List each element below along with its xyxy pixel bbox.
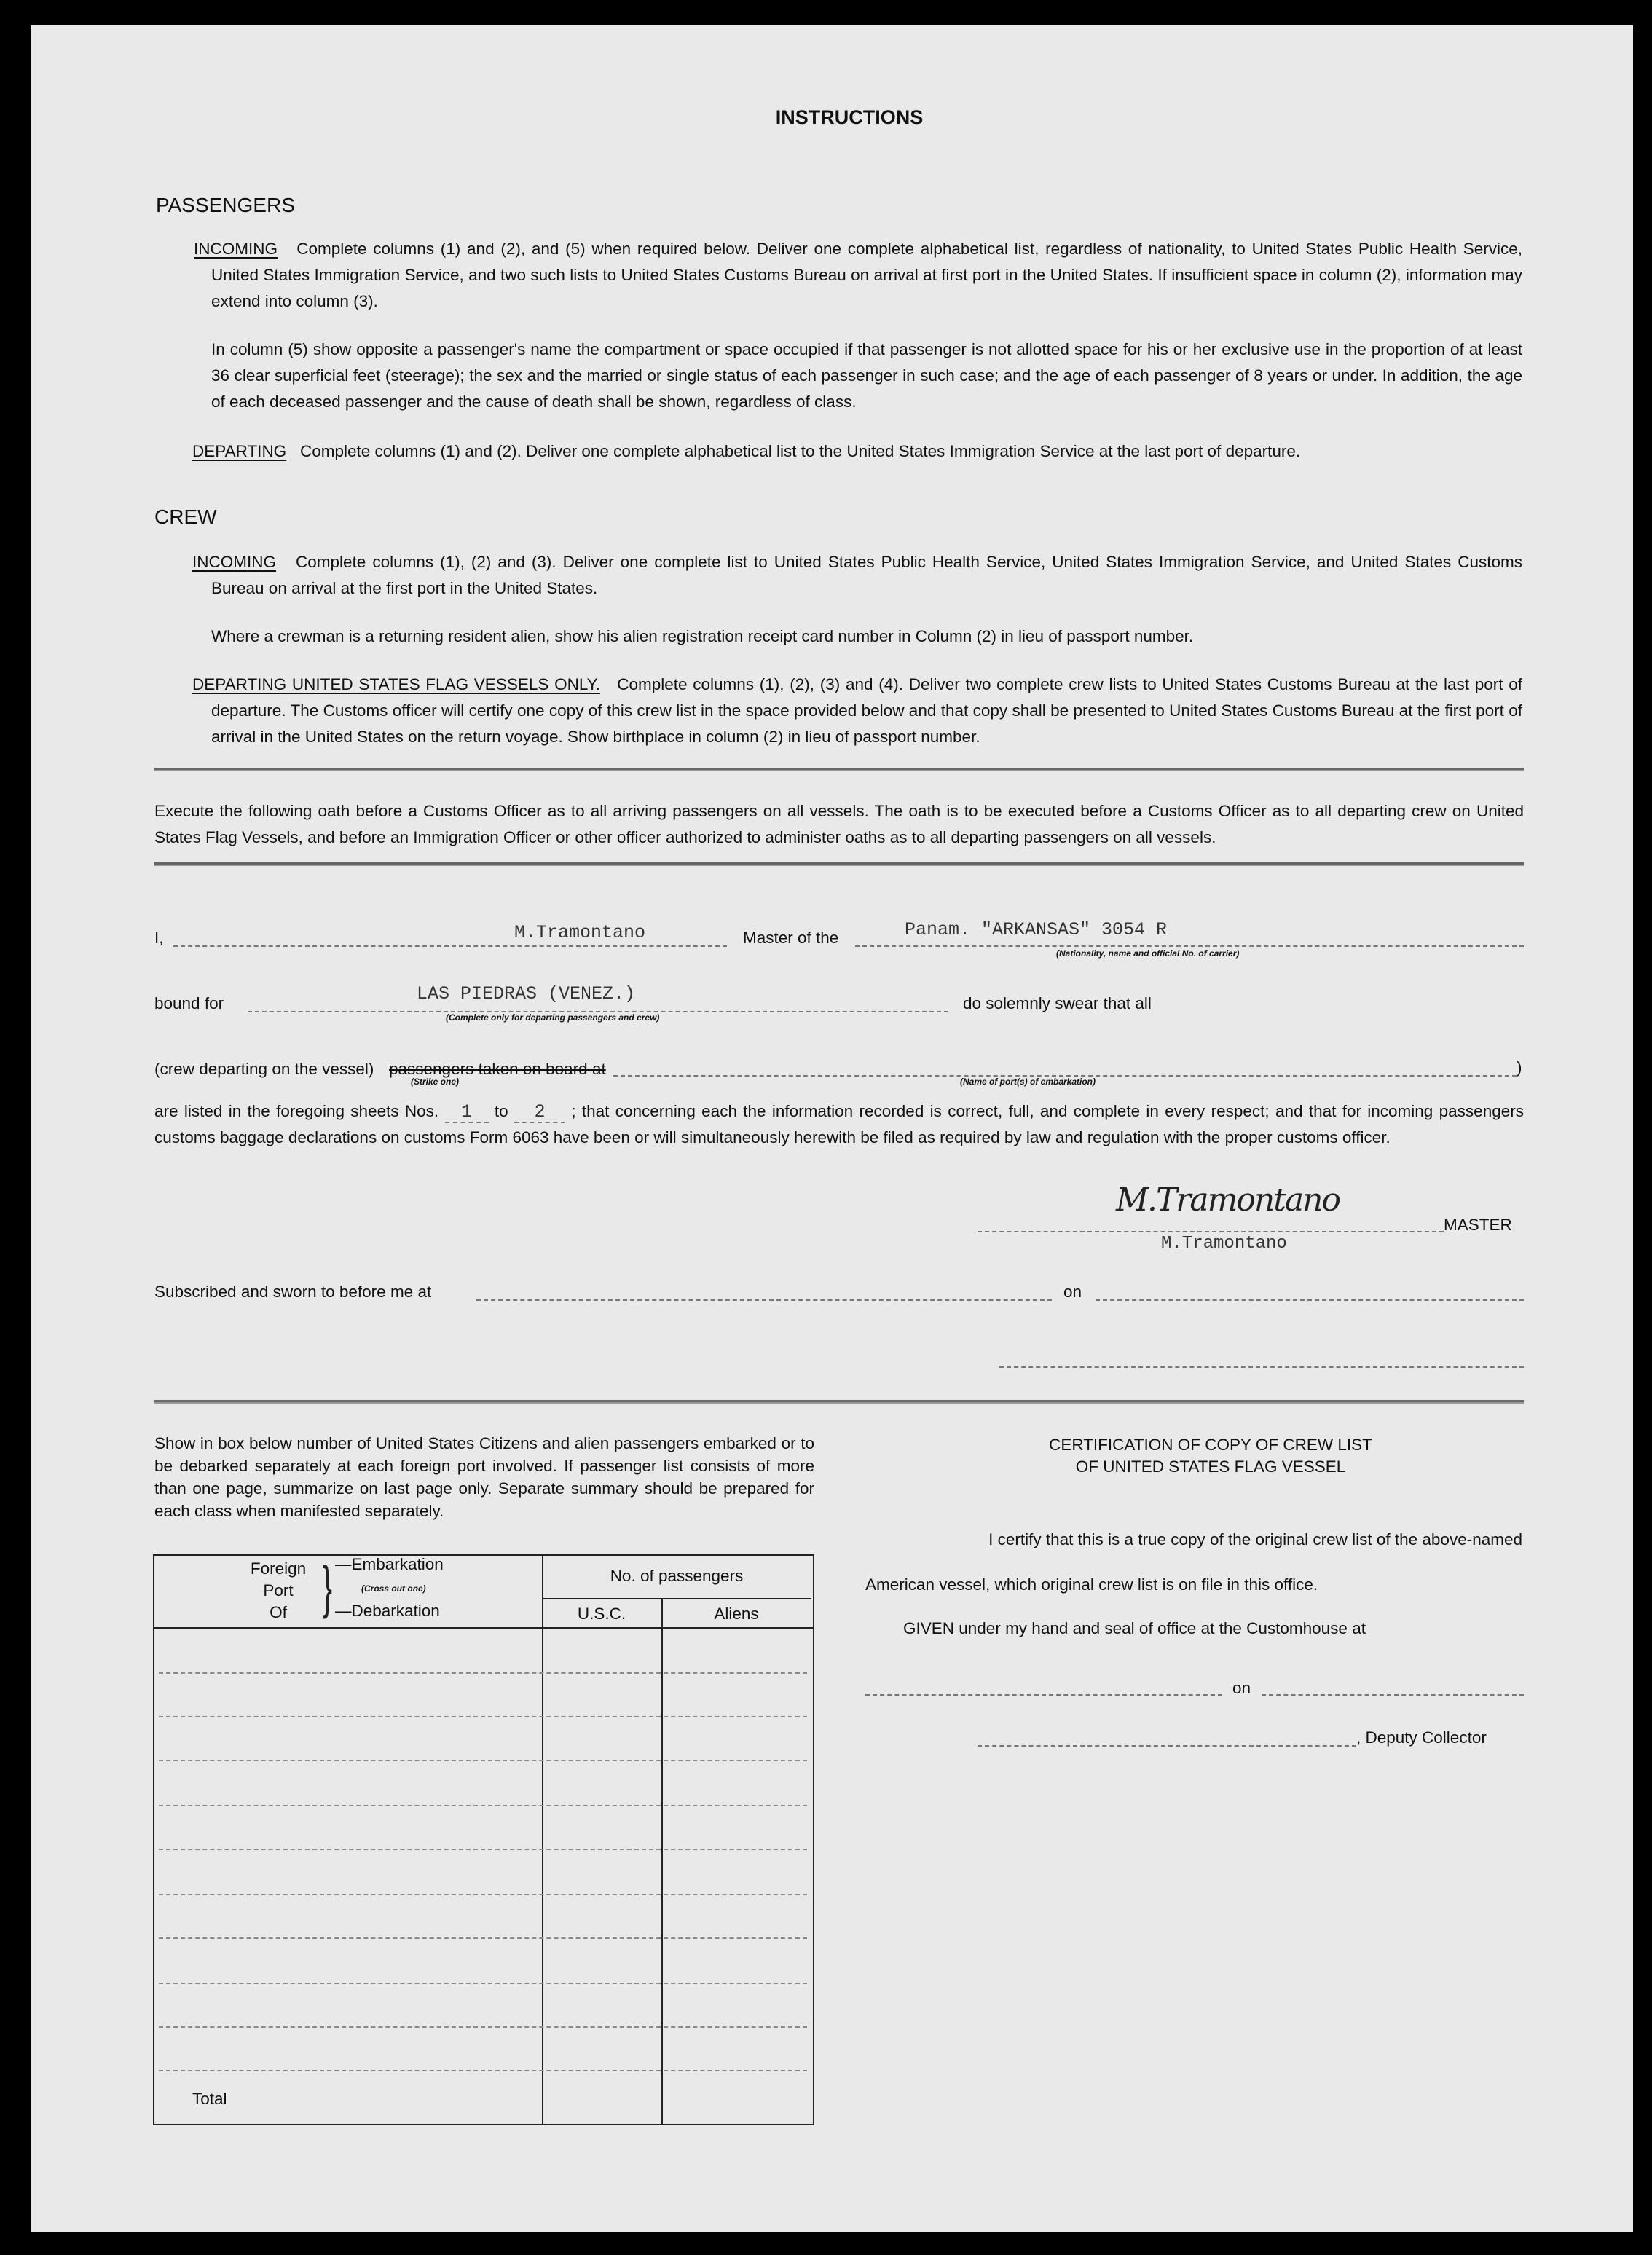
total-label: Total	[192, 2090, 227, 2108]
debarkation-label: —Debarkation	[335, 1602, 440, 1620]
no-of-passengers-header: No. of passengers	[610, 1567, 744, 1585]
deputy-collector-label: , Deputy Collector	[1356, 1728, 1487, 1747]
table-row[interactable]	[159, 1805, 807, 1806]
crew-alien-text: Where a crewman is a returning resident alien, show his alien registration receipt card number in Column (2) in lieu of passport number.	[211, 627, 1194, 645]
master-of-label: Master of the	[743, 929, 839, 947]
deputy-collector-line[interactable]	[978, 1745, 1356, 1747]
certification-line2: American vessel, which original crew list is on file in this office.	[865, 1575, 1318, 1594]
vessel-field[interactable]: Panam. "ARKANSAS" 3054 R	[905, 919, 1168, 940]
passengers-departing-label: DEPARTING	[192, 442, 287, 460]
certification-title-line2: OF UNITED STATES FLAG VESSEL	[1075, 1457, 1346, 1476]
master-label: MASTER	[1444, 1216, 1512, 1234]
strike-caption: (Strike one)	[411, 1077, 460, 1087]
table-row[interactable]	[159, 1894, 807, 1895]
crew-departing-paragraph	[192, 672, 1522, 750]
document-page	[31, 25, 1633, 2232]
passengers-heading: PASSENGERS	[156, 194, 295, 216]
passengers-departing-text: Complete columns (1) and (2). Deliver one complete alphabetical list to the United States Immigration Service at the last port of departure.	[299, 442, 1301, 460]
subscribed-date-line[interactable]	[1096, 1299, 1524, 1301]
listed-suffix: ; that concerning each the information recorded is correct, full, and complete in every respect; and that for incoming passengers customs baggage declarations on customs Form 6063 have been or will simultaneously herewith be filed as required by law and regulation with the proper customs officer.	[154, 1102, 1524, 1146]
table-row[interactable]	[159, 1849, 807, 1850]
table-row[interactable]	[159, 1760, 807, 1761]
officer-signature-line[interactable]	[999, 1366, 1524, 1368]
table-row[interactable]	[159, 1937, 807, 1939]
subscribed-label: Subscribed and sworn to before me at	[154, 1283, 432, 1301]
crew-incoming-text: Complete columns (1), (2) and (3). Deliver one complete list to United States Public Health Service, United States Immigration Service, and United States Customs Bureau on arrival at the first port in the United States.	[211, 553, 1522, 597]
port-caption: (Name of port(s) of embarkation)	[960, 1077, 1096, 1087]
vessel-line	[855, 945, 1524, 947]
bound-for-label: bound for	[154, 994, 224, 1012]
sheet-from[interactable]: 1	[445, 1103, 489, 1123]
certification-on-label: on	[1232, 1679, 1251, 1697]
subscribed-place-line[interactable]	[476, 1299, 1052, 1301]
destination-caption: (Complete only for departing passengers and crew)	[446, 1012, 660, 1023]
table-row[interactable]	[159, 2070, 807, 2071]
table-header-bottom	[153, 1627, 813, 1629]
aliens-header: Aliens	[714, 1605, 759, 1623]
table-row[interactable]	[159, 1716, 807, 1717]
table-column-divider	[661, 1598, 663, 2125]
table-row[interactable]	[159, 1983, 807, 1984]
crew-departing-label: (crew departing on the vessel)	[154, 1060, 374, 1078]
crew-departing-label: DEPARTING UNITED STATES FLAG VESSELS ONLY.	[192, 675, 601, 693]
usc-header: U.S.C.	[577, 1605, 626, 1623]
section-divider	[154, 1400, 1524, 1404]
destination-field[interactable]: LAS PIEDRAS (VENEZ.)	[417, 983, 636, 1004]
listed-prefix: are listed in the foregoing sheets Nos.	[154, 1102, 439, 1120]
to-label: to	[494, 1102, 508, 1120]
certification-date-line[interactable]	[1262, 1694, 1524, 1696]
sheet-to[interactable]: 2	[514, 1103, 565, 1123]
signature-line	[978, 1231, 1444, 1232]
table-row[interactable]	[159, 2026, 807, 2028]
table-column-divider	[542, 1554, 543, 2125]
table-row[interactable]	[159, 1672, 807, 1674]
page-title: INSTRUCTIONS	[775, 106, 924, 128]
master-name-field[interactable]: M.Tramontano	[514, 922, 646, 943]
passengers-incoming-label: INCOMING	[194, 240, 278, 258]
crew-incoming-label: INCOMING	[192, 553, 276, 571]
passengers-incoming-paragraph	[194, 236, 1522, 315]
section-divider	[154, 768, 1524, 771]
embarkation-label: —Embarkation	[335, 1555, 444, 1573]
passengers-departing-paragraph	[192, 438, 1525, 465]
passengers-incoming-text: Complete columns (1) and (2), and (5) when required below. Deliver one complete alphabetical list, regardless of nationality, to United States Public Health Service, United States Immigration Service, and two such lists to United States Customs Bureau on arrival at first port in the United States. If insufficient space in column (2), information may extend into column (3).	[211, 240, 1522, 310]
close-paren: )	[1517, 1058, 1522, 1077]
crew-departing-text: Complete columns (1), (2), (3) and (4). Deliver two complete crew lists to United States Customs Bureau at the last port of departure. The Customs officer will certify one copy of this crew list in the space provided below and that copy shall be presented to United States Customs Bureau at the first port of arrival in the United States on the return voyage. Show birthplace in column (2) in lieu of passport number.	[211, 675, 1522, 746]
signature: M.Tramontano	[1116, 1181, 1340, 1219]
passengers-column5-text: In column (5) show opposite a passenger's name the compartment or space occupied if that passenger is not allotted space for his or her exclusive use in the proportion of at least 36 clear superficial feet (steerage); the sex and the married or single status of each passenger in such case; and the age of each passenger of 8 years or under. In addition, the age of each deceased passenger and the cause of death shall be shown, regardless of class.	[211, 340, 1522, 411]
summary-instructions: Show in box below number of United States Citizens and alien passengers embarked or to be debarked separately at each foreign port involved. If passenger list consists of more than one page, summarize on last page only. Separate summary should be prepared for each class when manifested separately.	[154, 1434, 814, 1520]
col-foreign: Foreign	[250, 1559, 307, 1578]
oath-i-label: I,	[154, 929, 164, 947]
vessel-caption: (Nationality, name and official No. of carrier)	[1056, 948, 1240, 959]
oath-intro: Execute the following oath before a Customs Officer as to all arriving passengers on all vessels. The oath is to be executed before a Customs Officer as to all departing crew on United States Flag Vessels, and before an Immigration Officer or other officer authorized to administer oaths as to all departing passengers on all vessels.	[154, 802, 1524, 846]
certification-title-line1: CERTIFICATION OF COPY OF CREW LIST	[1049, 1436, 1372, 1454]
signer-typed-name: M.Tramontano	[1161, 1234, 1287, 1254]
certification-line1: I certify that this is a true copy of the original crew list of the above-named	[988, 1530, 1522, 1548]
table-header-divider	[542, 1598, 811, 1599]
cross-out-caption: (Cross out one)	[361, 1583, 426, 1594]
col-port: Port	[263, 1581, 294, 1599]
passenger-summary-table	[153, 1554, 814, 2125]
brace-icon: }	[322, 1554, 333, 1619]
listed-paragraph	[154, 1098, 1524, 1151]
master-name-line	[173, 945, 727, 947]
customhouse-line[interactable]	[865, 1694, 1222, 1696]
certification-line3: GIVEN under my hand and seal of office at the Customhouse at	[903, 1619, 1366, 1637]
struck-passengers-text: passengers taken on board at	[389, 1060, 606, 1078]
crew-heading: CREW	[154, 505, 217, 528]
swear-label: do solemnly swear that all	[963, 994, 1152, 1012]
section-divider	[154, 862, 1524, 866]
col-of: Of	[270, 1603, 287, 1621]
subscribed-on-label: on	[1063, 1283, 1082, 1301]
crew-incoming-paragraph	[192, 549, 1522, 602]
